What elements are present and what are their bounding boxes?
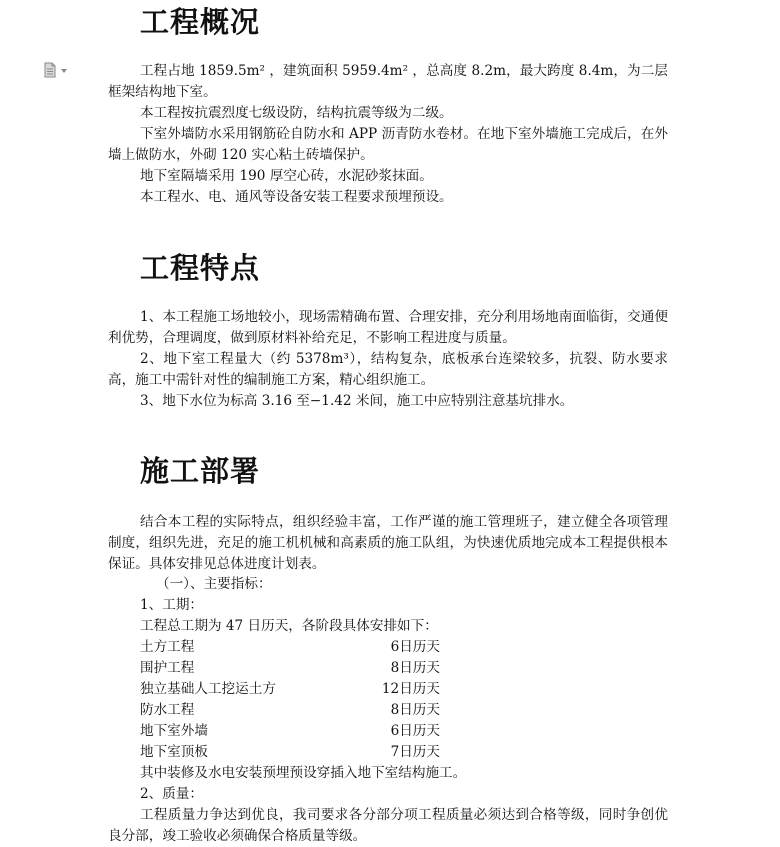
item-label: 2、质量： bbox=[140, 786, 204, 802]
schedule-row bbox=[140, 700, 440, 721]
schedule-item-name: 土方工程 bbox=[140, 639, 195, 655]
schedule-item-name: 独立基础人工挖运土方 bbox=[140, 681, 276, 697]
paragraph: 2、地下室工程量大（约 5378m³），结构复杂，底板承台连梁较多，抗裂、防水要求高，施工中需针对性的编制施工方案，精心组织施工。 bbox=[108, 351, 668, 388]
section-title: 工程概况 bbox=[140, 5, 261, 39]
schedule-row bbox=[140, 658, 440, 679]
item-text: 工程总工期为 47 日历天，各阶段具体安排如下： bbox=[140, 618, 438, 634]
schedule-row bbox=[140, 679, 440, 700]
paragraph: 工程质量力争达到优良，我司要求各分部分项工程质量必须达到合格等级，同时争创优良分部，竣工验收必须确保合格质量等级。 bbox=[108, 807, 668, 844]
schedule-item-name: 地下室外墙 bbox=[140, 723, 208, 739]
paragraph: 本工程按抗震烈度七级设防，结构抗震等级为二级。 bbox=[140, 105, 453, 121]
document-icon[interactable] bbox=[42, 62, 72, 78]
paragraph: 3、地下水位为标高 3.16 至−1.42 米间，施工中应特别注意基坑排水。 bbox=[140, 393, 574, 409]
chevron-down-icon bbox=[61, 69, 67, 73]
sub-heading: （一）、主要指标： bbox=[156, 576, 272, 592]
paragraph: 地下室隔墙采用 190 厚空心砖，水泥砂浆抹面。 bbox=[140, 168, 433, 184]
page-glyph bbox=[42, 62, 58, 78]
paragraph: 本工程水、电、通风等设备安装工程要求预埋预设。 bbox=[140, 189, 453, 205]
schedule-item-duration: 8日历天 bbox=[390, 660, 440, 676]
schedule-item-name: 防水工程 bbox=[140, 702, 195, 718]
schedule-item-name: 地下室顶板 bbox=[140, 744, 208, 760]
schedule-note: 其中装修及水电安装预埋预设穿插入地下室结构施工。 bbox=[140, 765, 467, 781]
paragraph: 工程占地 1859.5m² ，建筑面积 5959.4m² ，总高度 8.2m，最大跨度 8.4m，为二层框架结构地下室。 bbox=[108, 63, 668, 100]
paragraph: 下室外墙防水采用钢筋砼自防水和 APP 沥青防水卷材。在地下室外墙施工完成后，在外墙上做防水，外砌 120 实心粘土砖墙保护。 bbox=[108, 126, 668, 163]
schedule-item-duration: 8日历天 bbox=[390, 702, 440, 718]
section-title: 施工部署 bbox=[140, 454, 261, 488]
paragraph: 结合本工程的实际特点，组织经验丰富，工作严谨的施工管理班子，建立健全各项管理制度，组织先进，充足的施工机机械和高素质的施工队组，为快速优质地完成本工程提供根本保证。具体安排见总体进度计划表。 bbox=[108, 514, 668, 572]
schedule-item-duration: 12日历天 bbox=[381, 681, 440, 697]
schedule-item-duration: 6日历天 bbox=[390, 723, 440, 739]
schedule-row bbox=[140, 721, 440, 742]
schedule-row bbox=[140, 637, 440, 658]
paragraph: 1、本工程施工场地较小，现场需精确布置、合理安排，充分利用场地南面临街，交通便利优势，合理调度，做到原材料补给充足，不影响工程进度与质量。 bbox=[108, 309, 668, 346]
schedule-list bbox=[140, 637, 440, 763]
schedule-item-duration: 7日历天 bbox=[390, 744, 440, 760]
schedule-row bbox=[140, 742, 440, 763]
section-title: 工程特点 bbox=[140, 251, 261, 285]
schedule-item-duration: 6日历天 bbox=[390, 639, 440, 655]
schedule-item-name: 围护工程 bbox=[140, 660, 195, 676]
item-label: 1、工期： bbox=[140, 597, 204, 613]
